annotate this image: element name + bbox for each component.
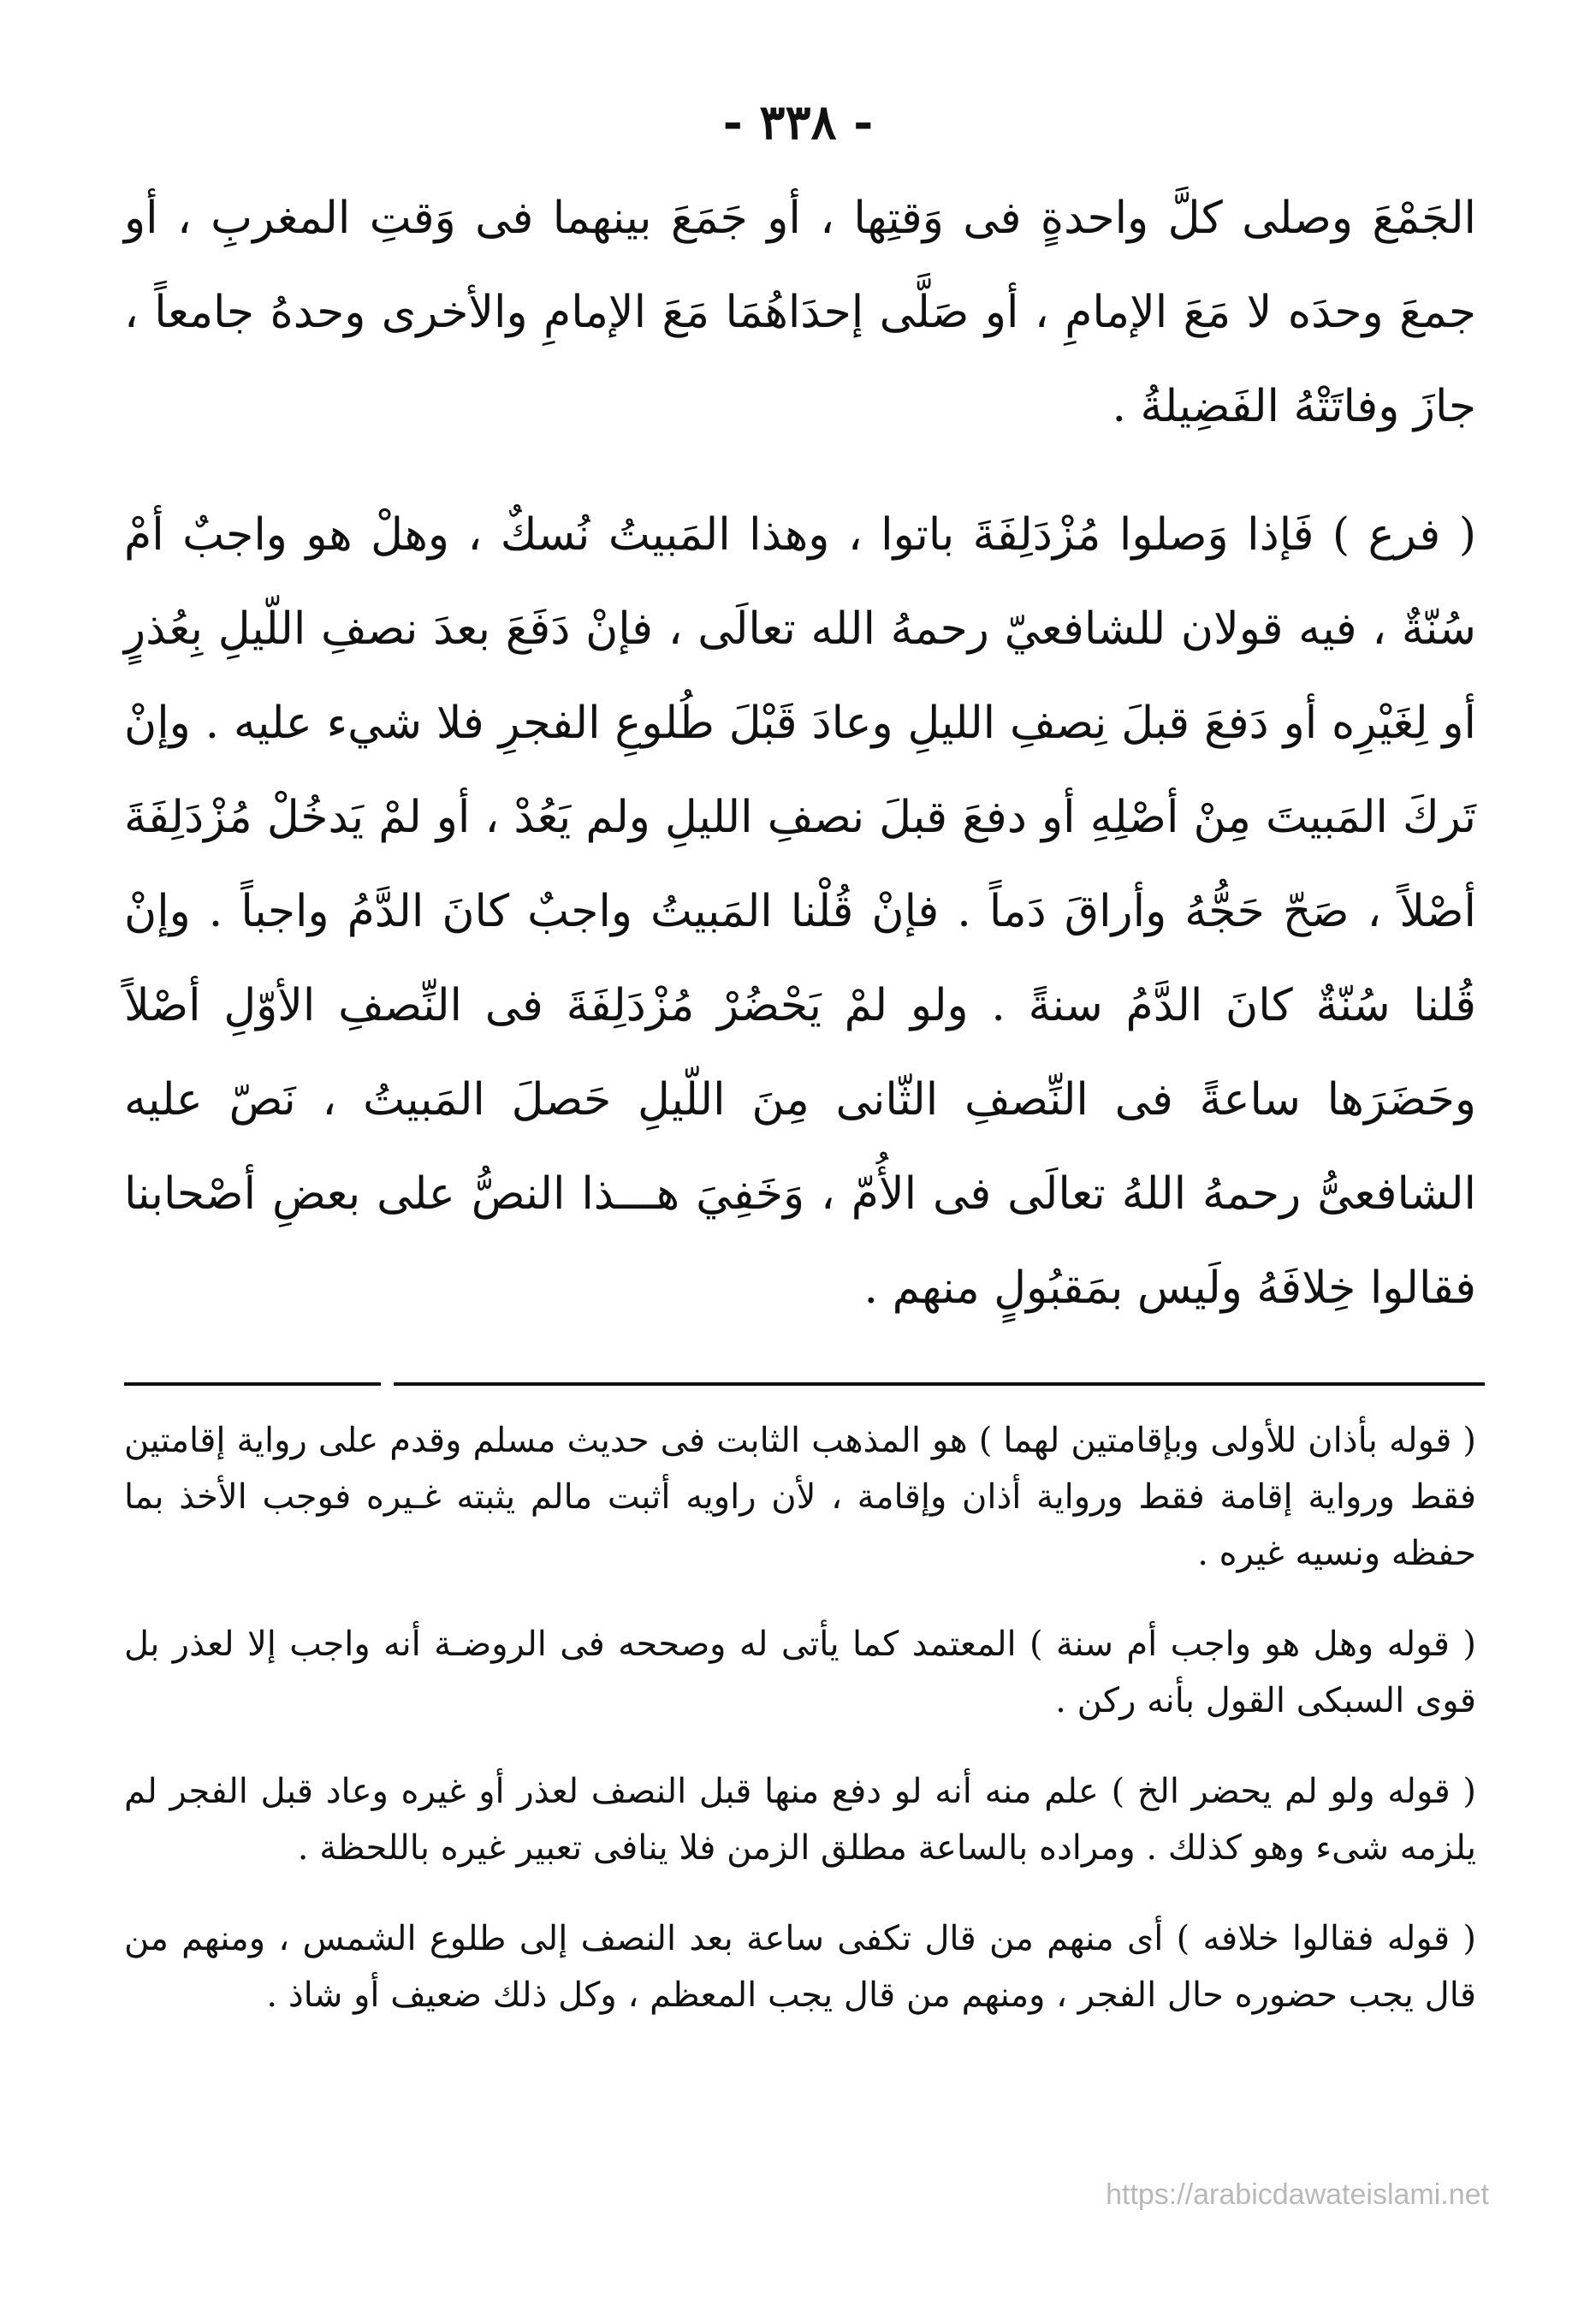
footnote: ( قوله وهل هو واجب أم سنة ) المعتمد كما يأتى له وصححه فى الروضـة أنه واجب إلا لعذر بل قوى السبكى القول بأنه ركن . bbox=[124, 1625, 1476, 1720]
page-number: - ٣٣٨ - bbox=[722, 94, 874, 151]
footnote-divider-left bbox=[124, 1382, 381, 1386]
main-paragraph: الجَمْعَ وصلى كلَّ واحدةٍ فى وَقتِها ، أو جَمَعَ بينهما فى وَقتِ المغربِ ، أو جمعَ وحدَه لا مَعَ الإمامِ ، أو صَلَّى إحدَاهُمَا مَعَ الإمامِ والأخرى وحدهُ جامعاً ، جازَ وفاتَتْهُ الفَضِيلةُ . bbox=[124, 193, 1476, 432]
footnote: ( قوله بأذان للأولى وبإقامتين لهما ) هو المذهب الثابت فى حديث مسلم وقدم على رواية إقامتين فقط ورواية إقامة فقط ورواية أذان وإقامة ، لأن راويه أثبت مالم يثبته غـيره فوجب الأخذ بما حفظه ونسيه غيره . bbox=[124, 1421, 1476, 1573]
main-paragraph: ( فرع ) فَإذا وَصلوا مُزْدَلِفَةَ باتوا ، وهذا المَبيتُ نُسكٌ ، وهلْ هو واجبٌ أمْ سُنّةٌ ، فيه قولان للشافعيّ رحمهُ الله تعالَى ، فإنْ دَفَعَ بعدَ نصفِ اللّيلِ بِعُذرٍ أو لِغَيْرِه أو دَفعَ قبلَ نِصفِ الليلِ وعادَ قَبْلَ طُلوعِ الفجرِ فلا شيء عليه . وإنْ تَركَ المَبيتَ مِنْ أصْلِهِ أو دفعَ قبلَ نصفِ الليلِ ولم يَعُدْ ، أو لمْ يَدخُلْ مُزْدَلِفَةَ أصْلاً ، صَحّ حَجُّهُ وأراقَ دَماً . فإنْ قُلْنا المَبيتُ واجبٌ كانَ الدَّمُ واجباً . وإنْ قُلنا سُنّةٌ كانَ الدَّمُ سنةً . ولو لمْ يَحْضُرْ مُزْدَلِفَةَ فى النِّصفِ الأوّلِ أصْلاً وحَضَرَها ساعةً فى النِّصفِ الثّانى مِنَ اللّيلِ حَصلَ المَبيتُ ، نَصّ عليه الشافعىُّ رحمهُ اللهُ تعالَى فى الأُمّ ، وَخَفِيَ هـــذا النصُّ على بعضِ أصْحابنا فقالوا خِلافَهُ ولَيس بمَقبُولٍ منهم . bbox=[124, 509, 1476, 1314]
main-text bbox=[124, 171, 1476, 1335]
footnote-divider-right bbox=[394, 1382, 1485, 1386]
footnote: ( قوله ولو لم يحضر الخ ) علم منه أنه لو دفع منها قبل النصف لعذر أو غيره وعاد قبل الفجر لم يلزمه شىء وهو كذلك . ومراده بالساعة مطلق الزمن فلا ينافى تعبير غيره باللحظة . bbox=[124, 1772, 1476, 1868]
watermark-url: https://arabicdawateislami.net bbox=[1106, 2178, 1489, 2211]
footnote: ( قوله فقالوا خلافه ) أى منهم من قال تكفى ساعة بعد النصف إلى طلوع الشمس ، ومنهم من قال يجب حضوره حال الفجر ، ومنهم من قال يجب المعظم ، وكل ذلك ضعيف أو شاذ . bbox=[124, 1919, 1476, 2015]
footnotes bbox=[124, 1412, 1476, 2023]
